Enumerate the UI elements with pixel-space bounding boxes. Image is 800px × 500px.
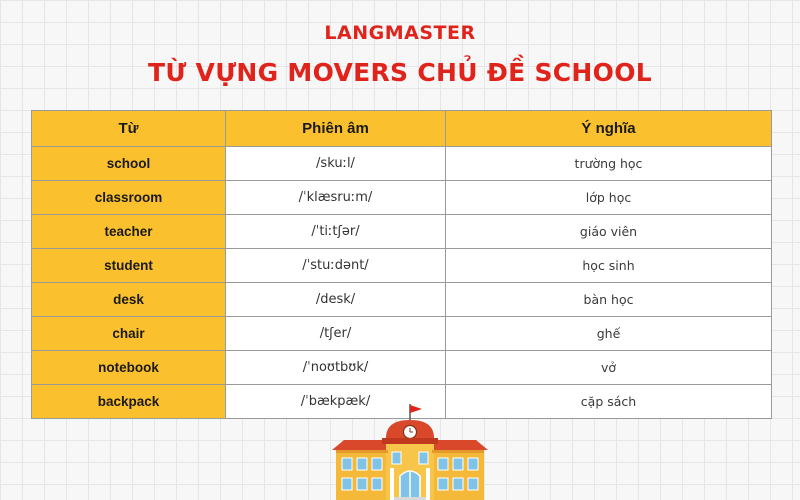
word-cell: student [32,249,226,283]
vocabulary-table [31,110,772,419]
pronunciation-cell: /ˈtiːtʃər/ [226,215,446,249]
pronunciation-cell: /ˈklæsruːm/ [226,181,446,215]
word-cell: chair [32,317,226,351]
meaning-cell: ghế [446,317,772,351]
table-row [32,283,772,317]
brand-logo: LANGMASTER [324,22,476,44]
table-row [32,317,772,351]
pronunciation-cell: /ˈstuːdənt/ [226,249,446,283]
table-row [32,181,772,215]
table-row [32,147,772,181]
table-header-row [32,111,772,147]
meaning-cell: cặp sách [446,385,772,419]
meaning-cell: trường học [446,147,772,181]
word-cell: classroom [32,181,226,215]
pronunciation-cell: /ˈbækpæk/ [226,385,446,419]
table-row [32,215,772,249]
meaning-cell: học sinh [446,249,772,283]
table-row [32,249,772,283]
word-cell: desk [32,283,226,317]
pronunciation-cell: /tʃer/ [226,317,446,351]
pronunciation-cell: /skuːl/ [226,147,446,181]
header-meaning: Ý nghĩa [446,111,772,147]
header-word: Từ [32,111,226,147]
pronunciation-cell: /desk/ [226,283,446,317]
school-building-icon [328,402,492,500]
meaning-cell: lớp học [446,181,772,215]
header-pronunciation: Phiên âm [226,111,446,147]
word-cell: school [32,147,226,181]
pronunciation-cell: /ˈnoʊtbʊk/ [226,351,446,385]
word-cell: teacher [32,215,226,249]
meaning-cell: bàn học [446,283,772,317]
page-title: TỪ VỰNG MOVERS CHỦ ĐỀ SCHOOL [148,58,652,87]
meaning-cell: vở [446,351,772,385]
word-cell: backpack [32,385,226,419]
table-row [32,351,772,385]
word-cell: notebook [32,351,226,385]
meaning-cell: giáo viên [446,215,772,249]
